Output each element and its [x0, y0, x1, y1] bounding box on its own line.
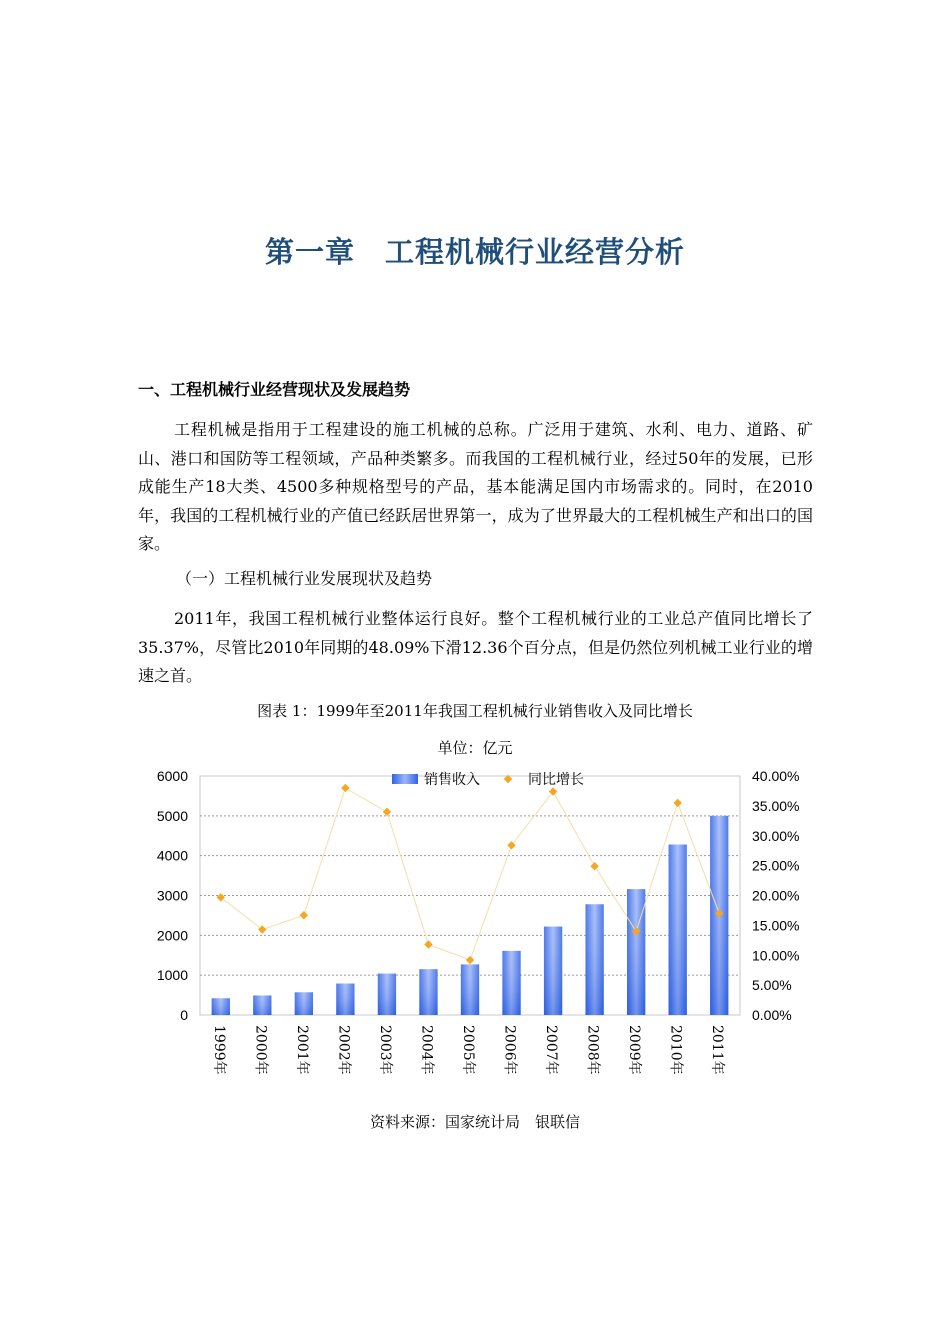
growth-marker — [549, 787, 557, 795]
bar-shade — [336, 984, 354, 1015]
bar-shade — [461, 964, 479, 1015]
category-label: 1999年 — [210, 1025, 227, 1075]
category-label: 2007年 — [543, 1025, 560, 1075]
intro-paragraph: 工程机械是指用于工程建设的施工机械的总称。广泛用于建筑、水利、电力、道路、矿山、港口和国防等工程领域，产品种类繁多。而我国的工程机械行业，经过50年的发展，已形成能生产18大类、4500多种规格型号的产品，基本能满足国内市场需求的。同时，在2010年，我国的工程机械行业的产值已经跃居世界第一，成为了世界最大的工程机械生产和出口的国家。 — [138, 420, 813, 553]
category-label: 2003年 — [376, 1025, 393, 1075]
growth-marker — [673, 799, 681, 807]
figure-caption: 图表 1：1999年至2011年我国工程机械行业销售收入及同比增长 — [257, 702, 693, 720]
right-tick-label: 0.00% — [752, 1007, 792, 1023]
growth-marker — [341, 784, 349, 792]
category-label: 2008年 — [584, 1025, 601, 1075]
growth-paragraph: 2011年，我国工程机械行业整体运行良好。整个工程机械行业的工业总产值同比增长了35.37%，尽管比2010年同期的48.09%下滑12.36个百分点，但是仍然位列机械工业行业的增速之首。 — [138, 609, 813, 685]
category-label: 2000年 — [252, 1025, 269, 1075]
bar-shade — [544, 927, 562, 1015]
growth-marker — [383, 808, 391, 816]
bar-shade — [295, 992, 313, 1015]
growth-marker — [258, 925, 266, 933]
source-note: 资料来源：国家统计局 银联信 — [369, 1113, 580, 1131]
bar-shade — [419, 969, 437, 1015]
right-tick-label: 5.00% — [752, 977, 792, 994]
growth-marker — [217, 893, 225, 901]
unit-label: 单位：亿元 — [437, 739, 513, 757]
category-label: 2004年 — [418, 1025, 435, 1075]
category-label: 2009年 — [626, 1025, 643, 1075]
legend-label: 销售收入 — [424, 771, 480, 787]
bar-shade — [627, 889, 645, 1015]
growth-marker — [466, 956, 474, 964]
bar-shade — [669, 845, 687, 1015]
legend-label: 同比增长 — [528, 771, 584, 787]
right-tick-label: 40.00% — [752, 768, 800, 784]
category-label: 2006年 — [501, 1025, 518, 1075]
bar-shade — [378, 974, 396, 1015]
right-tick-label: 35.00% — [752, 797, 800, 814]
section-heading: 一、工程机械行业经营现状及发展趋势 — [138, 380, 411, 399]
left-tick-label: 4000 — [156, 847, 188, 864]
category-label: 2011年 — [709, 1025, 726, 1075]
category-label: 2005年 — [460, 1025, 476, 1075]
sub-heading: （一）工程机械行业发展现状及趋势 — [176, 569, 433, 588]
right-tick-label: 10.00% — [752, 947, 800, 964]
growth-marker — [590, 862, 598, 870]
category-label: 2001年 — [293, 1025, 310, 1075]
right-tick-label: 15.00% — [752, 917, 800, 934]
left-tick-label: 2000 — [156, 927, 188, 944]
right-tick-label: 25.00% — [752, 857, 800, 874]
category-label: 2002年 — [335, 1025, 352, 1075]
right-tick-label: 30.00% — [752, 827, 800, 844]
growth-marker — [424, 940, 432, 948]
left-tick-label: 6000 — [156, 768, 188, 784]
bar-shade — [253, 995, 271, 1015]
bar-shade — [212, 998, 230, 1015]
bar-shade — [502, 951, 520, 1015]
growth-marker — [507, 841, 515, 849]
bar-shade — [585, 904, 603, 1015]
growth-marker — [300, 911, 308, 919]
left-tick-label: 3000 — [156, 887, 188, 904]
sales-growth-chart — [130, 760, 820, 1090]
left-tick-label: 0 — [180, 1007, 188, 1023]
right-tick-label: 20.00% — [752, 887, 800, 904]
legend-bar-swatch — [392, 774, 418, 784]
left-tick-label: 5000 — [156, 807, 188, 824]
category-label: 2010年 — [667, 1025, 684, 1075]
chapter-title: 第一章 工程机械行业经营分析 — [264, 235, 685, 269]
left-tick-label: 1000 — [156, 967, 188, 984]
